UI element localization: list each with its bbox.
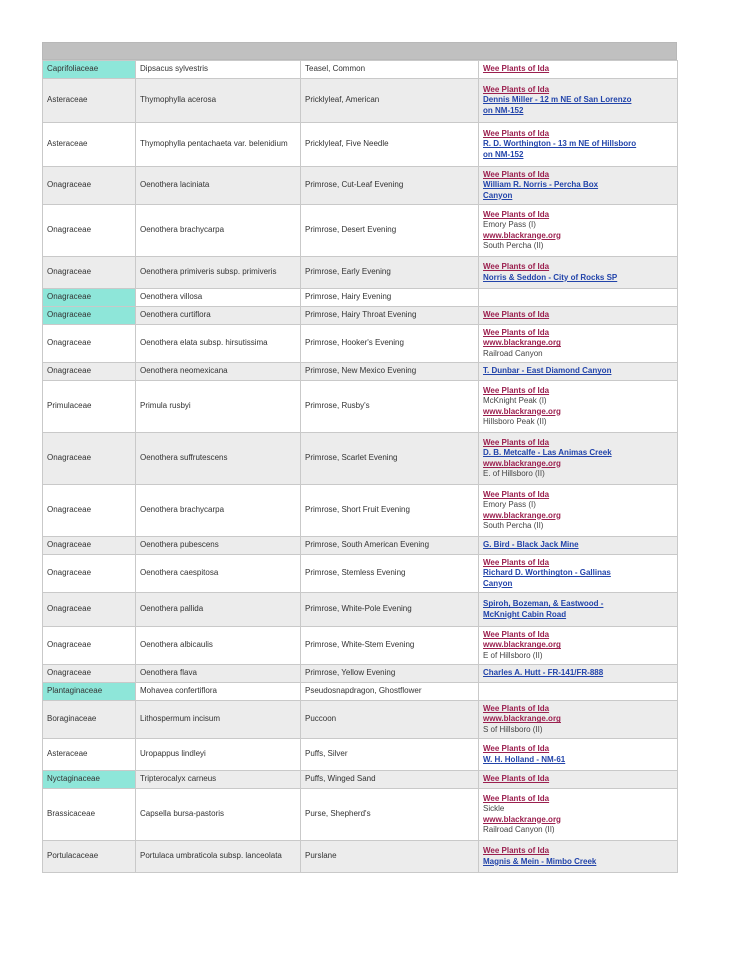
source-location-text: E of Hillsboro (II) <box>483 650 543 660</box>
family-cell: Onagraceae <box>43 485 136 537</box>
table-row <box>43 739 678 771</box>
source-link[interactable]: William R. Norris - Percha Box <box>483 180 599 190</box>
source-link[interactable]: Wee Plants of Ida <box>483 794 550 804</box>
sources-cell <box>479 363 678 381</box>
common-name-cell: Pricklyleaf, American <box>301 79 479 123</box>
scientific-name-cell: Oenothera laciniata <box>136 167 301 205</box>
table-row <box>43 555 678 593</box>
source-link[interactable]: www.blackrange.org <box>483 230 561 240</box>
common-name-cell: Primrose, Short Fruit Evening <box>301 485 479 537</box>
scientific-name-cell: Oenothera pallida <box>136 593 301 627</box>
sources-cell <box>479 485 678 537</box>
sources-cell <box>479 841 678 873</box>
scientific-name-cell: Oenothera pubescens <box>136 537 301 555</box>
sources-cell <box>479 123 678 167</box>
scientific-name-cell: Thymophylla pentachaeta var. belenidium <box>136 123 301 167</box>
family-cell: Onagraceae <box>43 307 136 325</box>
family-cell: Onagraceae <box>43 593 136 627</box>
source-link[interactable]: Canyon <box>483 578 513 588</box>
scientific-name-cell: Primula rusbyi <box>136 381 301 433</box>
source-link[interactable]: McKnight Cabin Road <box>483 609 567 619</box>
common-name-cell: Primrose, Yellow Evening <box>301 665 479 683</box>
common-name-cell: Primrose, Early Evening <box>301 257 479 289</box>
sources-cell <box>479 257 678 289</box>
source-link[interactable]: Norris & Seddon - City of Rocks SP <box>483 272 618 282</box>
family-cell: Onagraceae <box>43 257 136 289</box>
scientific-name-cell: Tripterocalyx carneus <box>136 771 301 789</box>
family-cell: Onagraceae <box>43 205 136 257</box>
scientific-name-cell: Portulaca umbraticola subsp. lanceolata <box>136 841 301 873</box>
family-cell: Brassicaceae <box>43 789 136 841</box>
source-link[interactable]: Wee Plants of Ida <box>483 262 550 272</box>
table-row <box>43 289 678 307</box>
sources-cell <box>479 701 678 739</box>
table-row <box>43 257 678 289</box>
sources-cell <box>479 665 678 683</box>
source-link[interactable]: Spiroh, Bozeman, & Eastwood - <box>483 599 604 609</box>
source-location-text: Hillsboro Peak (II) <box>483 416 547 426</box>
source-link[interactable]: Wee Plants of Ida <box>483 846 550 856</box>
source-location-text: Emory Pass (I) <box>483 220 536 230</box>
common-name-cell: Primrose, White-Stem Evening <box>301 627 479 665</box>
source-link[interactable]: Wee Plants of Ida <box>483 129 550 139</box>
source-link[interactable]: Wee Plants of Ida <box>483 170 550 180</box>
source-link[interactable]: Wee Plants of Ida <box>483 704 550 714</box>
sources-cell <box>479 381 678 433</box>
source-location-text: Railroad Canyon (II) <box>483 824 555 834</box>
family-cell: Portulacaceae <box>43 841 136 873</box>
source-link[interactable]: Magnis & Mein - Mimbo Creek <box>483 856 597 866</box>
scientific-name-cell: Capsella bursa-pastoris <box>136 789 301 841</box>
scientific-name-cell: Oenothera neomexicana <box>136 363 301 381</box>
scientific-name-cell: Thymophylla acerosa <box>136 79 301 123</box>
family-cell: Nyctaginaceae <box>43 771 136 789</box>
source-link[interactable]: www.blackrange.org <box>483 814 561 824</box>
table-row <box>43 325 678 363</box>
source-link[interactable]: www.blackrange.org <box>483 338 561 348</box>
table-row <box>43 771 678 789</box>
family-cell: Onagraceae <box>43 289 136 307</box>
source-link[interactable]: Wee Plants of Ida <box>483 558 550 568</box>
common-name-cell: Primrose, Stemless Evening <box>301 555 479 593</box>
common-name-cell: Purslane <box>301 841 479 873</box>
source-location-text: McKnight Peak (I) <box>483 396 547 406</box>
common-name-cell: Primrose, Desert Evening <box>301 205 479 257</box>
source-link[interactable]: Charles A. Hutt - FR-141/FR-888 <box>483 668 604 678</box>
family-cell: Onagraceae <box>43 537 136 555</box>
sources-cell <box>479 205 678 257</box>
source-link[interactable]: www.blackrange.org <box>483 714 561 724</box>
source-link[interactable]: www.blackrange.org <box>483 510 561 520</box>
source-link[interactable]: Wee Plants of Ida <box>483 386 550 396</box>
table-row <box>43 485 678 537</box>
family-cell: Onagraceae <box>43 167 136 205</box>
scientific-name-cell: Oenothera elata subsp. hirsutissima <box>136 325 301 363</box>
source-link[interactable]: T. Dunbar - East Diamond Canyon <box>483 366 612 376</box>
sources-cell <box>479 593 678 627</box>
sources-cell <box>479 627 678 665</box>
family-cell: Onagraceae <box>43 627 136 665</box>
table-row <box>43 205 678 257</box>
family-cell: Onagraceae <box>43 555 136 593</box>
scientific-name-cell: Oenothera caespitosa <box>136 555 301 593</box>
common-name-cell: Puccoon <box>301 701 479 739</box>
source-link[interactable]: Wee Plants of Ida <box>483 774 550 784</box>
source-link[interactable]: www.blackrange.org <box>483 406 561 416</box>
table-row <box>43 79 678 123</box>
common-name-cell: Primrose, Hooker's Evening <box>301 325 479 363</box>
table-row <box>43 433 678 485</box>
sources-cell <box>479 739 678 771</box>
source-link[interactable]: Wee Plants of Ida <box>483 490 550 500</box>
sources-cell <box>479 537 678 555</box>
source-link[interactable]: www.blackrange.org <box>483 640 561 650</box>
source-link[interactable]: Wee Plants of Ida <box>483 310 550 320</box>
table-row <box>43 701 678 739</box>
family-cell: Boraginaceae <box>43 701 136 739</box>
sources-cell <box>479 771 678 789</box>
source-location-text: Emory Pass (I) <box>483 500 536 510</box>
common-name-cell: Puffs, Silver <box>301 739 479 771</box>
source-link[interactable]: Richard D. Worthington - Gallinas <box>483 568 611 578</box>
source-link[interactable]: on NM-152 <box>483 105 524 115</box>
source-location-text: South Percha (II) <box>483 520 544 530</box>
table-row <box>43 593 678 627</box>
table-row <box>43 841 678 873</box>
common-name-cell: Puffs, Winged Sand <box>301 771 479 789</box>
family-cell: Asteraceae <box>43 739 136 771</box>
table-row <box>43 167 678 205</box>
common-name-cell: Primrose, Cut-Leaf Evening <box>301 167 479 205</box>
common-name-cell: Primrose, Hairy Evening <box>301 289 479 307</box>
family-cell: Onagraceae <box>43 433 136 485</box>
source-link[interactable]: Wee Plants of Ida <box>483 328 550 338</box>
table-row <box>43 789 678 841</box>
common-name-cell: Pseudosnapdragon, Ghostflower <box>301 683 479 701</box>
source-location-text: South Percha (II) <box>483 240 544 250</box>
table-row <box>43 537 678 555</box>
family-cell: Plantaginaceae <box>43 683 136 701</box>
scientific-name-cell: Oenothera brachycarpa <box>136 485 301 537</box>
scientific-name-cell: Uropappus lindleyi <box>136 739 301 771</box>
sources-cell <box>479 789 678 841</box>
scientific-name-cell: Oenothera primiveris subsp. primiveris <box>136 257 301 289</box>
family-cell: Primulaceae <box>43 381 136 433</box>
source-link[interactable]: W. H. Holland - NM-61 <box>483 754 566 764</box>
common-name-cell: Pricklyleaf, Five Needle <box>301 123 479 167</box>
table-row <box>43 363 678 381</box>
source-link[interactable]: Wee Plants of Ida <box>483 438 550 448</box>
source-location-text: E. of Hillsboro (II) <box>483 468 545 478</box>
plant-table-body <box>43 61 678 873</box>
family-cell: Asteraceae <box>43 123 136 167</box>
source-link[interactable]: G. Bird - Black Jack Mine <box>483 540 579 550</box>
scientific-name-cell: Lithospermum incisum <box>136 701 301 739</box>
source-link[interactable]: Wee Plants of Ida <box>483 630 550 640</box>
family-cell: Onagraceae <box>43 363 136 381</box>
source-link[interactable]: D. B. Metcalfe - Las Animas Creek <box>483 448 612 458</box>
scientific-name-cell: Oenothera flava <box>136 665 301 683</box>
sources-cell <box>479 433 678 485</box>
scientific-name-cell: Mohavea confertiflora <box>136 683 301 701</box>
table-row <box>43 381 678 433</box>
table-row <box>43 123 678 167</box>
source-link[interactable]: R. D. Worthington - 13 m NE of Hillsboro <box>483 139 637 149</box>
sources-cell <box>479 61 678 79</box>
sources-cell <box>479 683 678 701</box>
source-link[interactable]: Wee Plants of Ida <box>483 210 550 220</box>
common-name-cell: Purse, Shepherd's <box>301 789 479 841</box>
scientific-name-cell: Dipsacus sylvestris <box>136 61 301 79</box>
sources-cell <box>479 289 678 307</box>
scientific-name-cell: Oenothera albicaulis <box>136 627 301 665</box>
plant-table <box>42 60 678 873</box>
family-cell: Asteraceae <box>43 79 136 123</box>
source-link[interactable]: Wee Plants of Ida <box>483 744 550 754</box>
common-name-cell: Primrose, White-Pole Evening <box>301 593 479 627</box>
scientific-name-cell: Oenothera suffrutescens <box>136 433 301 485</box>
common-name-cell: Primrose, Rusby's <box>301 381 479 433</box>
scientific-name-cell: Oenothera villosa <box>136 289 301 307</box>
sources-cell <box>479 307 678 325</box>
scientific-name-cell: Oenothera curtiflora <box>136 307 301 325</box>
common-name-cell: Primrose, South American Evening <box>301 537 479 555</box>
sources-cell <box>479 167 678 205</box>
source-link[interactable]: www.blackrange.org <box>483 458 561 468</box>
source-link[interactable]: on NM-152 <box>483 149 524 159</box>
common-name-cell: Primrose, Scarlet Evening <box>301 433 479 485</box>
source-link[interactable]: Wee Plants of Ida <box>483 64 550 74</box>
document-page <box>42 42 677 873</box>
common-name-cell: Teasel, Common <box>301 61 479 79</box>
table-header-bar <box>42 42 677 60</box>
scientific-name-cell: Oenothera brachycarpa <box>136 205 301 257</box>
common-name-cell: Primrose, New Mexico Evening <box>301 363 479 381</box>
sources-cell <box>479 555 678 593</box>
family-cell: Onagraceae <box>43 325 136 363</box>
source-link[interactable]: Dennis Miller - 12 m NE of San Lorenzo <box>483 95 632 105</box>
common-name-cell: Primrose, Hairy Throat Evening <box>301 307 479 325</box>
family-cell: Onagraceae <box>43 665 136 683</box>
sources-cell <box>479 79 678 123</box>
table-row <box>43 61 678 79</box>
table-row <box>43 307 678 325</box>
family-cell: Caprifoliaceae <box>43 61 136 79</box>
source-link[interactable]: Wee Plants of Ida <box>483 85 550 95</box>
source-location-text: Railroad Canyon <box>483 348 543 358</box>
sources-cell <box>479 325 678 363</box>
source-location-text: S of Hillsboro (II) <box>483 724 543 734</box>
source-location-text: Sickle <box>483 804 505 814</box>
table-row <box>43 665 678 683</box>
table-row <box>43 683 678 701</box>
source-link[interactable]: Canyon <box>483 190 513 200</box>
table-row <box>43 627 678 665</box>
